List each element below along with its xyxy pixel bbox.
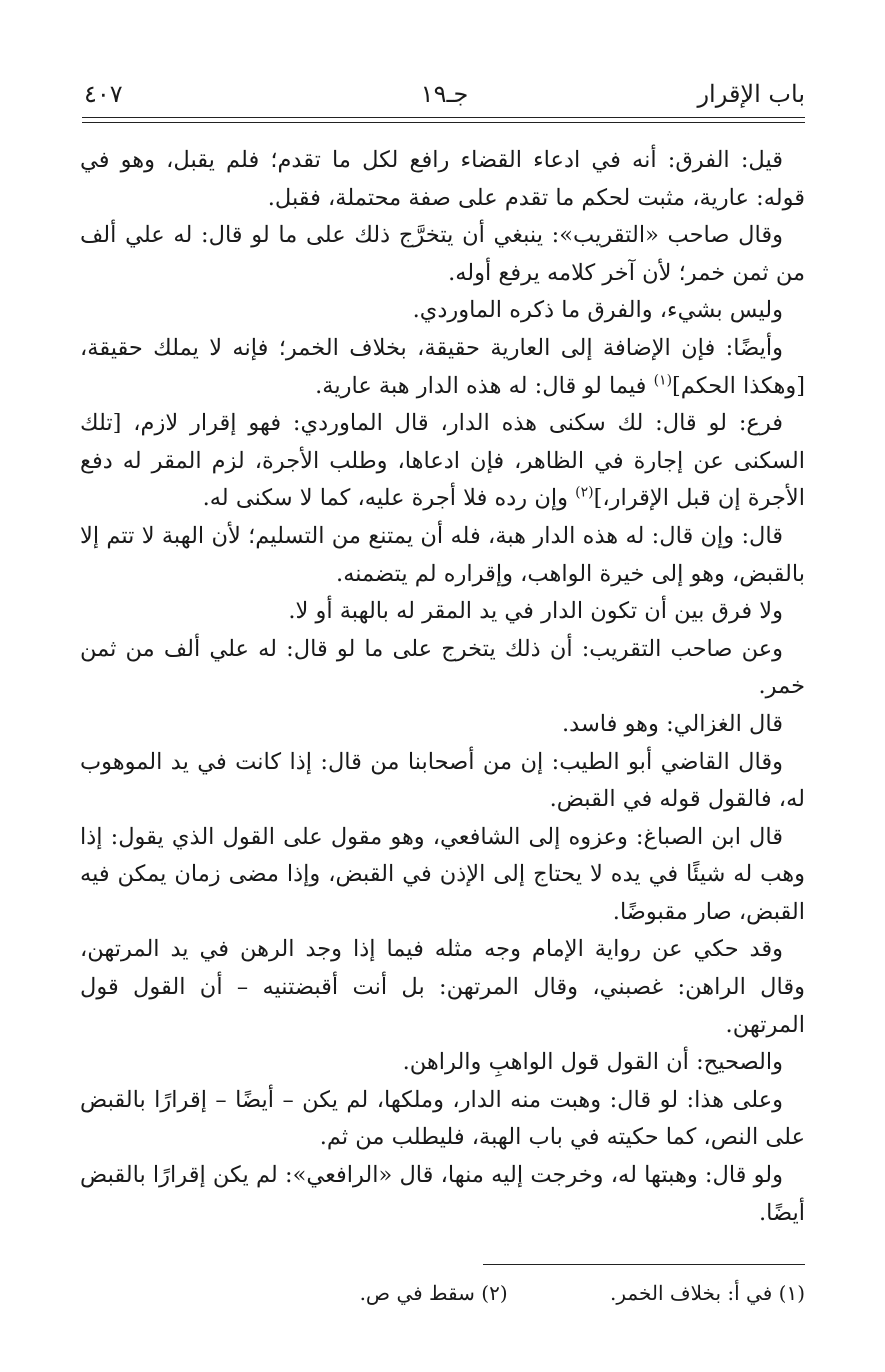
paragraph: والصحيح: أن القول قول الواهبِ والراهن. bbox=[402, 1049, 783, 1076]
paragraph: ولو قال: وهبتها له، وخرجت إليه منها، قال «الرافعي»: لم يكن إقرارًا بالقبض أيضًا. bbox=[80, 1162, 805, 1226]
footnote: (٢) سقط في ص. bbox=[359, 1281, 508, 1305]
main-text bbox=[80, 142, 805, 1232]
paragraph: وقال القاضي أبو الطيب: إن من أصحابنا من قال: إذا كانت في يد الموهوب له، فالقول قوله في القبض. bbox=[80, 748, 805, 813]
header-rule-top bbox=[82, 117, 805, 118]
footnote-separator bbox=[483, 1264, 805, 1265]
paragraph-text: وأيضًا: فإن الإضافة إلى العارية حقيقة، بخلاف الخمر؛ فإنه لا يملك حقيقة، [وهكذا الحكم] bbox=[80, 334, 805, 399]
paragraph-text: فرع: لو قال: لك سكنى هذه الدار، قال الماوردي: فهو إقرار لازم، [تلك السكنى عن إجارة في الظاهر، فإن ادعاها، وطلب الأجرة، لزم المقر له دفع الأجرة إن قبل الإقرار،] bbox=[80, 410, 805, 512]
paragraph: قال ابن الصباغ: وعزوه إلى الشافعي، وهو مقول على القول الذي يقول: إذا وهب له شيئًا في يده لا يحتاج إلى الإذن في القبض، وإذا مضى زمان يمكن فيه القبض، صار مقبوضًا. bbox=[80, 823, 805, 925]
paragraph: وعلى هذا: لو قال: وهبت منه الدار، وملكها، لم يكن – أيضًا – إقرارًا بالقبض على النص، كما حكيته في باب الهبة، فليطلب من ثم. bbox=[80, 1086, 805, 1151]
volume-number: جـ١٩ bbox=[420, 80, 469, 108]
paragraph: ولا فرق بين أن تكون الدار في يد المقر له بالهبة أو لا. bbox=[288, 598, 783, 625]
paragraph: قيل: الفرق: أنه في ادعاء القضاء رافع لكل ما تقدم؛ فلم يقبل، وهو في قوله: عارية، مثبت لحكم ما تقدم على صفة محتملة، فقبل. bbox=[80, 147, 805, 211]
paragraph: وليس بشيء، والفرق ما ذكره الماوردي. bbox=[412, 297, 783, 324]
paragraph-text: فيما لو قال: له هذه الدار هبة عارية. bbox=[315, 372, 654, 399]
page-number: ٤٠٧ bbox=[84, 80, 123, 108]
footnotes bbox=[80, 1278, 805, 1308]
footnote-ref: (١) bbox=[653, 372, 673, 389]
paragraph: وعن صاحب التقريب: أن ذلك يتخرج على ما لو قال: له علي ألف من ثمن خمر. bbox=[80, 635, 805, 700]
chapter-title: باب الإقرار bbox=[697, 80, 805, 108]
running-header bbox=[84, 78, 805, 112]
paragraph: وقد حكي عن رواية الإمام وجه مثله فيما إذا وجد الرهن في يد المرتهن، وقال الراهن: غصبني، وقال المرتهن: بل أنت أقبضتنيه – أن القول قول المرتهن. bbox=[80, 936, 805, 1038]
footnote: (١) في أ: بخلاف الخمر. bbox=[610, 1281, 805, 1305]
paragraph bbox=[80, 405, 805, 518]
header-rule-bottom bbox=[82, 122, 805, 123]
paragraph bbox=[80, 330, 805, 405]
paragraph: قال: وإن قال: له هذه الدار هبة، فله أن يمتنع من التسليم؛ لأن الهبة لا تتم إلا بالقبض، وهو إلى خيرة الواهب، وإقراره لم يتضمنه. bbox=[80, 522, 805, 587]
paragraph: قال الغزالي: وهو فاسد. bbox=[561, 710, 783, 737]
footnote-ref: (٢) bbox=[575, 484, 594, 501]
paragraph-text: وإن رده فلا أجرة عليه، كما لا سكنى له. bbox=[202, 485, 576, 512]
paragraph: وقال صاحب «التقريب»: ينبغي أن يتخرَّج ذلك على ما لو قال: له علي ألف من ثمن خمر؛ لأن آخر كلامه يرفع أوله. bbox=[80, 222, 805, 286]
